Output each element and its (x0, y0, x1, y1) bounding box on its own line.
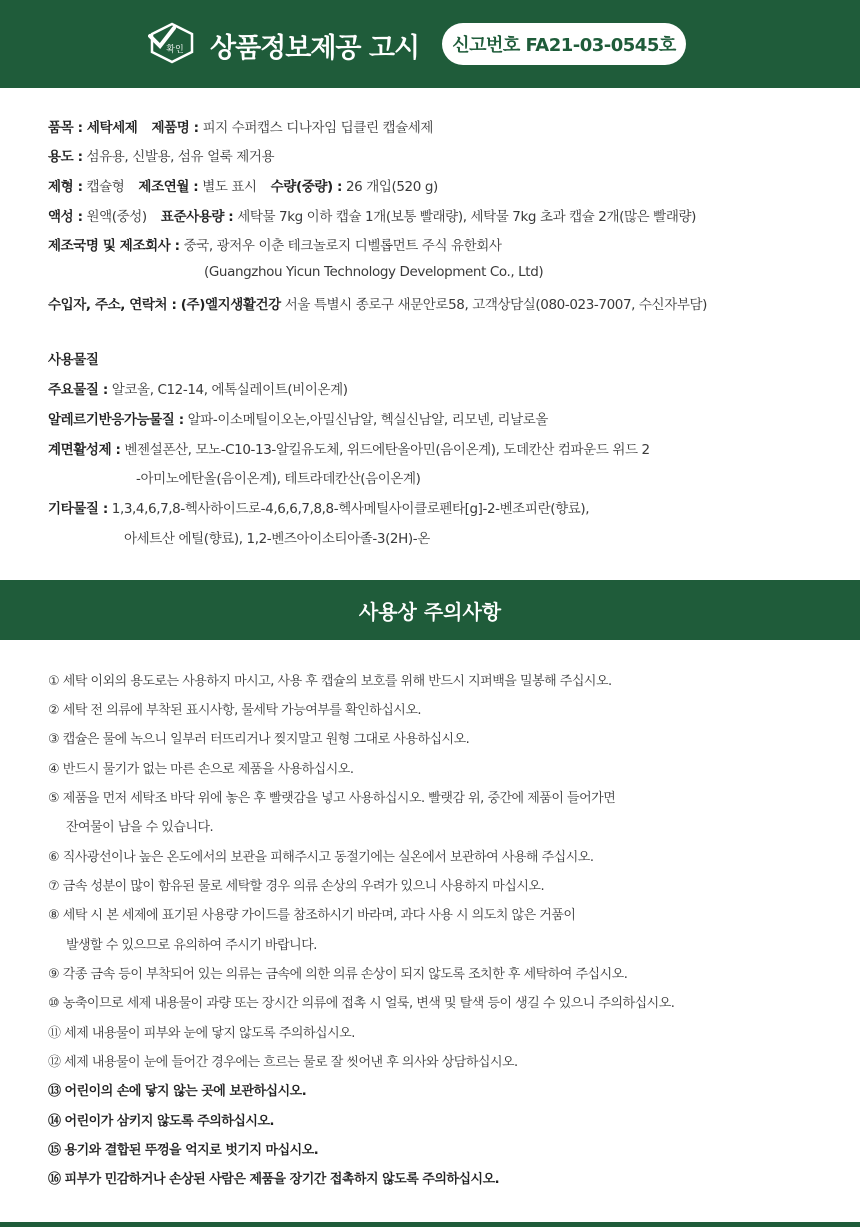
report-number-badge: 신고번호 FA21-03-0545호 (442, 23, 686, 65)
caution-item: ⑪ 세제 내용물이 피부와 눈에 닿지 않도록 주의하십시오. (48, 1026, 355, 1041)
ingredient-main: 주요물질 : 알코올, C12-14, 에톡실레이트(비이온계) (48, 382, 348, 398)
ingredient-allergen: 알레르기반응가능물질 : 알파-이소메틸이오논,아밀신남알, 헥실신남알, 리모넨, 리날로올 (48, 412, 548, 428)
info-row-liquid: 액성 : 원액(중성) 표준사용량 : 세탁물 7kg 이하 캡슐 1개(보통 빨래량), 세탁물 7kg 초과 캡슐 2개(많은 빨래량) (48, 209, 696, 225)
ingredients-heading: 사용물질 (48, 352, 99, 368)
ingredient-other: 기타물질 : 1,3,4,6,7,8-헥사하이드로-4,6,6,7,8,8-헥사메틸사이클로펜타[g]-2-벤조피란(향료), (48, 501, 590, 517)
info-row-form: 제형 : 캡슐형 제조연월 : 별도 표시 수량(중량) : 26 개입(520 g) (48, 179, 438, 195)
caution-item: ⑧ 세탁 시 본 세제에 표기된 사용량 가이드를 참조하시기 바라며, 과다 사용 시 의도치 않은 거품이 (48, 908, 576, 923)
caution-item-cont: 잔여물이 남을 수 있습니다. (66, 820, 214, 835)
header-bar (0, 0, 860, 88)
verification-mark-icon (148, 22, 196, 64)
caution-item: ② 세탁 전 의류에 부착된 표시사항, 물세탁 가능여부를 확인하십시오. (48, 703, 422, 718)
logo-text: 확인 (166, 45, 184, 55)
caution-title: 사용상 주의사항 (358, 599, 502, 624)
info-row-manufacturer-en: (Guangzhou Yicun Technology Development Co., Ltd) (204, 264, 544, 280)
caution-item: ⑭ 어린이가 삼키지 않도록 주의하십시오. (48, 1114, 274, 1129)
caution-item: ④ 반드시 물기가 없는 마른 손으로 제품을 사용하십시오. (48, 762, 354, 777)
page-title: 상품정보제공 고시 (210, 33, 420, 64)
caution-item: ⑤ 제품을 먼저 세탁조 바닥 위에 놓은 후 빨랫감을 넣고 사용하십시오. 빨랫감 위, 중간에 제품이 들어가면 (48, 791, 616, 806)
caution-item: ⑮ 용기와 결합된 뚜껑을 억지로 벗기지 마십시오. (48, 1143, 319, 1158)
caution-item: ⑬ 어린이의 손에 닿지 않는 곳에 보관하십시오. (48, 1084, 307, 1099)
ingredient-other-cont: 아세트산 에틸(향료), 1,2-벤즈아이소티아졸-3(2H)-온 (124, 531, 430, 547)
info-row-manufacturer: 제조국명 및 제조회사 : 중국, 광저우 이춘 테크놀로지 디벨롭먼트 주식 유한회사 (48, 238, 502, 254)
caution-header-bar (0, 580, 860, 640)
info-row-usage: 용도 : 섬유용, 신발용, 섬유 얼룩 제거용 (48, 149, 275, 165)
caution-item-cont: 발생할 수 있으므로 유의하여 주시기 바랍니다. (66, 938, 317, 953)
caution-item: ⑩ 농축이므로 세제 내용물이 과량 또는 장시간 의류에 접촉 시 얼룩, 변색 및 탈색 등이 생길 수 있으니 주의하십시오. (48, 996, 675, 1011)
ingredient-surfactant-cont: -아미노에탄올(음이온계), 테트라데칸산(음이온계) (136, 471, 421, 487)
info-row-item: 품목 : 세탁세제 제품명 : 피지 수퍼캡스 디나자임 딥클린 캡슐세제 (48, 120, 434, 136)
caution-item: ⑫ 세제 내용물이 눈에 들어간 경우에는 흐르는 물로 잘 씻어낸 후 의사와 상담하십시오. (48, 1055, 518, 1070)
bottom-border (0, 1222, 860, 1227)
info-row-importer: 수입자, 주소, 연락처 : (주)엘지생활건강 서울 특별시 종로구 새문안로58, 고객상담실(080-023-7007, 수신자부담) (48, 297, 707, 313)
caution-item: ⑦ 금속 성분이 많이 함유된 물로 세탁할 경우 의류 손상의 우려가 있으니 사용하지 마십시오. (48, 879, 545, 894)
caution-item: ⑨ 각종 금속 등이 부착되어 있는 의류는 금속에 의한 의류 손상이 되지 않도록 조치한 후 세탁하여 주십시오. (48, 967, 628, 982)
caution-item: ⑥ 직사광선이나 높은 온도에서의 보관을 피해주시고 동절기에는 실온에서 보관하여 사용해 주십시오. (48, 850, 594, 865)
caution-item: ① 세탁 이외의 용도로는 사용하지 마시고, 사용 후 캡슐의 보호를 위해 반드시 지퍼백을 밀봉해 주십시오. (48, 674, 612, 689)
caution-item: ③ 캡슐은 물에 녹으니 일부러 터뜨리거나 찢지말고 원형 그대로 사용하십시오. (48, 732, 470, 747)
ingredient-surfactant: 계면활성제 : 벤젠설폰산, 모노-C10-13-알킬유도체, 위드에탄올아민(음이온계), 도데칸산 컴파운드 위드 2 (48, 442, 650, 458)
caution-item: ⑯ 피부가 민감하거나 손상된 사람은 제품을 장기간 접촉하지 않도록 주의하십시오. (48, 1172, 500, 1187)
